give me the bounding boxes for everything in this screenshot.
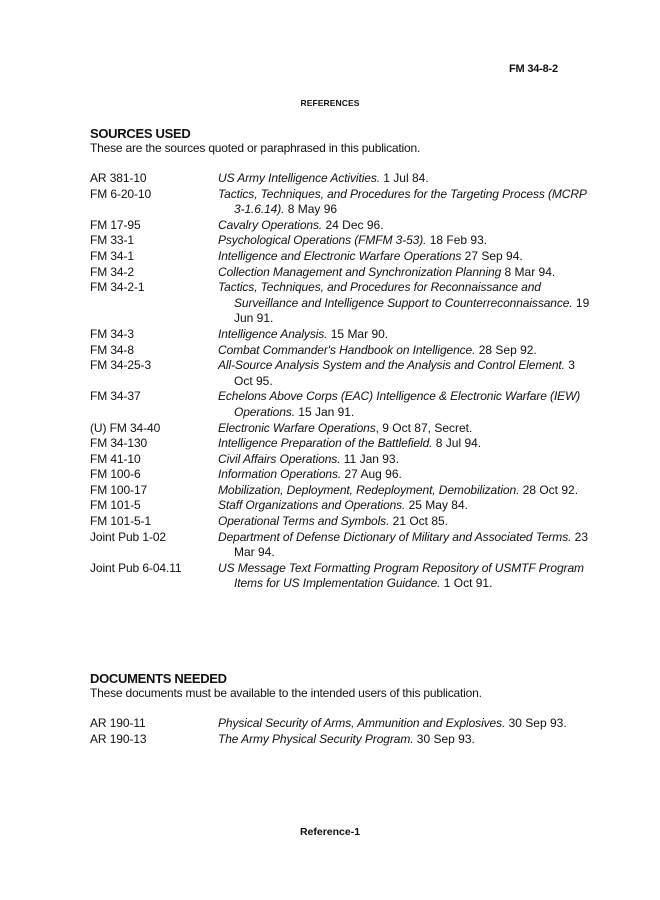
reference-title: Combat Commander's Handbook on Intelligence. xyxy=(218,342,476,357)
reference-date: 30 Sep 93. xyxy=(505,716,567,730)
reference-entry xyxy=(90,249,590,265)
reference-entry xyxy=(90,483,590,499)
reference-citation xyxy=(218,421,590,437)
reference-date: 24 Dec 96. xyxy=(322,217,384,232)
reference-entry xyxy=(90,280,590,327)
reference-id: FM 34-8 xyxy=(90,342,134,357)
reference-date: , 9 Oct 87, Secret. xyxy=(375,420,473,435)
reference-id: FM 6-20-10 xyxy=(90,186,152,201)
reference-id: FM 100-17 xyxy=(90,482,148,497)
reference-citation xyxy=(218,249,590,265)
reference-date: 8 Mar 94. xyxy=(501,264,556,279)
reference-id: FM 17-95 xyxy=(90,217,141,232)
reference-title: Intelligence and Electronic Warfare Operations xyxy=(218,248,462,263)
reference-date: 11 Jan 93. xyxy=(340,451,399,466)
reference-title: Information Operations. xyxy=(218,467,342,482)
reference-id: FM 34-2 xyxy=(90,264,134,279)
reference-title: Electronic Warfare Operations xyxy=(218,420,376,435)
reference-entry xyxy=(90,389,590,420)
reference-date: 27 Aug 96. xyxy=(341,467,402,482)
reference-date: 1 Oct 91. xyxy=(440,576,493,591)
reference-title: Operational Terms and Symbols. xyxy=(218,514,390,529)
reference-id: FM 34-37 xyxy=(90,389,141,404)
reference-citation xyxy=(218,187,590,218)
reference-citation xyxy=(218,343,590,359)
reference-date: 3 Oct 95. xyxy=(234,358,575,388)
reference-date: 23 Mar 94. xyxy=(234,529,589,560)
reference-title: Tactics, Techniques, and Procedures for the Targeting Process (MCRP 3-1.6.14). xyxy=(218,186,587,217)
reference-date: 27 Sep 94. xyxy=(461,248,523,263)
section-intro: These are the sources quoted or paraphrased in this publication. xyxy=(90,141,421,155)
reference-entry xyxy=(90,233,590,249)
reference-citation xyxy=(218,716,590,732)
reference-entry xyxy=(90,561,590,592)
reference-entry xyxy=(90,452,590,468)
reference-date: 19 Jun 91. xyxy=(234,295,590,326)
reference-id: FM 34-1 xyxy=(90,248,134,263)
reference-citation xyxy=(218,436,590,452)
reference-title: Mobilization, Deployment, Redeployment, Demobilization. xyxy=(218,482,520,497)
reference-entry xyxy=(90,498,590,514)
document-id: FM 34-8-2 xyxy=(509,63,558,75)
reference-entry xyxy=(90,218,590,234)
reference-date: 28 Oct 92. xyxy=(519,482,579,497)
reference-title: Tactics, Techniques, and Procedures for Reconnaissance and Surveillance and Intelligence Support to Counterreconnaissance. xyxy=(218,280,573,310)
reference-citation xyxy=(218,171,590,187)
reference-citation xyxy=(218,280,590,327)
reference-list xyxy=(90,716,590,747)
reference-id: AR 190-13 xyxy=(90,731,147,746)
reference-title: Echelons Above Corps (EAC) Intelligence & Electronic Warfare (IEW) Operations. xyxy=(218,389,581,419)
reference-entry xyxy=(90,514,590,530)
reference-id: FM 34-130 xyxy=(90,436,148,451)
reference-entry xyxy=(90,716,590,732)
reference-title: Intelligence Analysis. xyxy=(218,326,328,341)
reference-title: US Army Intelligence Activities. xyxy=(218,171,380,185)
reference-citation xyxy=(218,467,590,483)
reference-id: FM 41-10 xyxy=(90,451,141,466)
sources-used-section xyxy=(90,126,590,592)
reference-id: FM 100-6 xyxy=(90,467,141,482)
reference-citation xyxy=(218,452,590,468)
reference-id: AR 381-10 xyxy=(90,171,147,185)
reference-citation xyxy=(218,483,590,499)
reference-citation xyxy=(218,389,590,420)
reference-date: 18 Feb 93. xyxy=(426,233,488,248)
section-intro: These documents must be available to the intended users of this publication. xyxy=(90,686,482,700)
reference-date: 21 Oct 85. xyxy=(389,514,449,529)
page-number: Reference-1 xyxy=(299,826,361,838)
reference-list xyxy=(90,171,590,592)
reference-citation xyxy=(218,327,590,343)
reference-title: Collection Management and Synchronization Planning xyxy=(218,264,502,279)
reference-entry xyxy=(90,732,590,748)
reference-entry xyxy=(90,327,590,343)
reference-id: Joint Pub 1-02 xyxy=(90,529,166,544)
reference-entry xyxy=(90,187,590,218)
reference-id: FM 34-3 xyxy=(90,326,134,341)
reference-date: 28 Sep 92. xyxy=(475,342,537,357)
reference-date: 25 May 84. xyxy=(405,498,468,513)
reference-citation xyxy=(218,561,590,592)
reference-entry xyxy=(90,171,590,187)
reference-entry xyxy=(90,265,590,281)
reference-date: 1 Jul 84. xyxy=(379,171,429,185)
reference-title: US Message Text Formatting Program Repository of USMTF Program Items for US Implementation Guidance. xyxy=(218,560,584,591)
reference-date: 8 Jul 94. xyxy=(432,436,482,451)
reference-id: FM 34-2-1 xyxy=(90,280,145,295)
reference-title: Psychological Operations (FMFM 3-53). xyxy=(218,233,427,248)
reference-title: Department of Defense Dictionary of Military and Associated Terms. xyxy=(218,529,572,544)
documents-needed-section xyxy=(90,671,590,747)
reference-entry xyxy=(90,467,590,483)
reference-entry xyxy=(90,436,590,452)
reference-id: AR 190-11 xyxy=(90,716,146,730)
reference-entry xyxy=(90,530,590,561)
reference-entry xyxy=(90,421,590,437)
reference-date: 30 Sep 93. xyxy=(413,731,475,746)
reference-id: FM 34-25-3 xyxy=(90,358,152,373)
reference-citation xyxy=(218,358,590,389)
reference-id: Joint Pub 6-04.11 xyxy=(90,560,182,575)
reference-id: (U) FM 34-40 xyxy=(90,420,161,435)
reference-id: FM 101-5-1 xyxy=(90,514,152,529)
reference-citation xyxy=(218,265,590,281)
reference-title: The Army Physical Security Program. xyxy=(218,731,414,746)
reference-id: FM 33-1 xyxy=(90,233,134,248)
section-heading: SOURCES USED xyxy=(90,126,191,141)
reference-citation xyxy=(218,514,590,530)
reference-date: 15 Mar 90. xyxy=(327,326,389,341)
reference-citation xyxy=(218,732,590,748)
reference-citation xyxy=(218,498,590,514)
reference-title: All-Source Analysis System and the Analysis and Control Element. xyxy=(218,358,565,373)
reference-entry xyxy=(90,343,590,359)
reference-date: 8 May 96 xyxy=(284,202,338,217)
reference-id: FM 101-5 xyxy=(90,498,141,513)
reference-citation xyxy=(218,530,590,561)
reference-title: Intelligence Preparation of the Battlefield. xyxy=(218,436,433,451)
reference-entry xyxy=(90,358,590,389)
reference-title: Civil Affairs Operations. xyxy=(218,451,341,466)
reference-title: Physical Security of Arms, Ammunition and Explosives. xyxy=(218,716,506,730)
page-title: REFERENCES xyxy=(300,98,360,108)
section-heading: DOCUMENTS NEEDED xyxy=(90,671,227,686)
reference-title: Cavalry Operations. xyxy=(218,217,323,232)
reference-date: 15 Jan 91. xyxy=(294,404,355,419)
reference-citation xyxy=(218,233,590,249)
reference-title: Staff Organizations and Operations. xyxy=(218,498,406,513)
reference-citation xyxy=(218,218,590,234)
